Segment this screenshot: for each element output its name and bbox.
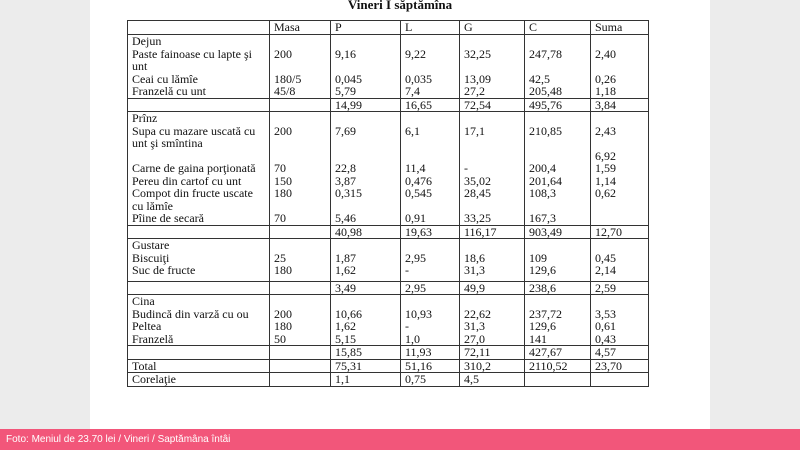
cell-masa: 180	[270, 320, 331, 333]
cell-p: 7,69	[331, 125, 401, 150]
section-title: Gustare	[128, 239, 270, 252]
empty-cell	[525, 239, 591, 252]
correlation-row	[128, 373, 649, 387]
total-p: 75,31	[331, 359, 401, 373]
subtotal-g: 49,9	[460, 281, 525, 295]
empty-cell	[331, 295, 401, 308]
cell-g: 18,6	[460, 252, 525, 265]
empty-cell	[401, 295, 460, 308]
empty-cell	[270, 112, 331, 125]
item-name: Franzelă	[128, 333, 270, 346]
header-masa: Masa	[270, 21, 331, 35]
empty-cell	[525, 35, 591, 48]
cell-c: 201,64	[525, 175, 591, 188]
cell-suma: 0,62	[591, 187, 649, 212]
subtotal-g: 72,54	[460, 98, 525, 112]
cell-p: 5,46	[331, 212, 401, 225]
total-c: 2110,52	[525, 359, 591, 373]
empty-cell	[270, 239, 331, 252]
subtotal-suma: 3,84	[591, 98, 649, 112]
subtotal-label	[128, 281, 270, 295]
menu-table	[127, 20, 649, 387]
section-title: Cina	[128, 295, 270, 308]
subtotal-c: 903,49	[525, 225, 591, 239]
section-title: Dejun	[128, 35, 270, 48]
section-title: Prînz	[128, 112, 270, 125]
cell-l: 0,545	[401, 187, 460, 212]
empty-cell	[525, 295, 591, 308]
table-row	[128, 187, 649, 212]
item-name: Ceai cu lămîe	[128, 73, 270, 86]
subtotal-label	[128, 225, 270, 239]
empty-cell	[270, 98, 331, 112]
table-row	[128, 162, 649, 175]
header-p: P	[331, 21, 401, 35]
total-label: Total	[128, 359, 270, 373]
cell-g: 31,3	[460, 320, 525, 333]
empty-cell	[270, 359, 331, 373]
cell-l: 1,0	[401, 333, 460, 346]
cell-masa: 70	[270, 162, 331, 175]
table-row	[128, 125, 649, 150]
subtotal-g: 116,17	[460, 225, 525, 239]
cell-g: 31,3	[460, 264, 525, 277]
cell-suma: 2,43	[591, 125, 649, 150]
cell-l: 7,4	[401, 85, 460, 98]
cell-c: 129,6	[525, 264, 591, 277]
item-name: Compot din fructe uscate cu lămîe	[128, 187, 270, 212]
cell-suma: 3,53	[591, 308, 649, 321]
empty-cell	[591, 112, 649, 125]
empty-cell	[270, 35, 331, 48]
total-g: 310,2	[460, 359, 525, 373]
cell-g: 35,02	[460, 175, 525, 188]
cell-l: -	[401, 320, 460, 333]
cell-p: 1,62	[331, 320, 401, 333]
cell-p: 1,87	[331, 252, 401, 265]
menu-body	[128, 35, 649, 387]
cell-suma	[591, 212, 649, 225]
cell-g: 27,2	[460, 85, 525, 98]
cell-l: 9,22	[401, 48, 460, 73]
cell-c: 167,3	[525, 212, 591, 225]
cell-c: 237,72	[525, 308, 591, 321]
cell-suma: 0,43	[591, 333, 649, 346]
item-name: Paste fainoase cu lapte şi unt	[128, 48, 270, 73]
header-c: C	[525, 21, 591, 35]
photo-caption: Foto: Meniul de 23.70 lei / Vineri / Saptămâna întâi	[0, 429, 800, 450]
empty-cell	[460, 295, 525, 308]
empty-cell	[591, 35, 649, 48]
cell-masa: 50	[270, 333, 331, 346]
item-name: Pîine de secară	[128, 212, 270, 225]
section-header-row	[128, 295, 649, 308]
empty-cell	[591, 239, 649, 252]
cell-masa: 45/8	[270, 85, 331, 98]
correlation-g: 4,5	[460, 373, 525, 387]
subtotal-suma: 2,59	[591, 281, 649, 295]
cell-suma: 2,14	[591, 264, 649, 277]
empty-cell	[401, 112, 460, 125]
empty-cell	[331, 112, 401, 125]
cell-l: 2,95	[401, 252, 460, 265]
cell-g: 17,1	[460, 125, 525, 150]
item-name: Carne de gaina porţionată	[128, 162, 270, 175]
subtotal-suma: 12,70	[591, 225, 649, 239]
section-header-row	[128, 112, 649, 125]
cell-masa: 180/5	[270, 73, 331, 86]
subtotal-suma: 4,57	[591, 346, 649, 360]
subtotal-c: 238,6	[525, 281, 591, 295]
cell-masa: 70	[270, 212, 331, 225]
empty-cell	[525, 112, 591, 125]
cell-c: 205,48	[525, 85, 591, 98]
item-name: Suc de fructe	[128, 264, 270, 277]
page-title: Vineri I săptămîna	[347, 0, 453, 12]
cell-suma: 1,59	[591, 162, 649, 175]
cell-c: 141	[525, 333, 591, 346]
cell-c: 108,3	[525, 187, 591, 212]
cell-c: 210,85	[525, 125, 591, 150]
cell-suma: 1,14	[591, 175, 649, 188]
cell-l: 0,476	[401, 175, 460, 188]
cell-masa: 200	[270, 125, 331, 150]
item-name: Franzelă cu unt	[128, 85, 270, 98]
cell-p: 5,79	[331, 85, 401, 98]
item-name: Peltea	[128, 320, 270, 333]
subtotal-row	[128, 346, 649, 360]
item-name: Supa cu mazare uscată cu unt şi smîntina	[128, 125, 270, 150]
empty-cell	[331, 239, 401, 252]
document-page	[90, 0, 710, 430]
cell-g: -	[460, 162, 525, 175]
item-name: Biscuiţi	[128, 252, 270, 265]
cell-l: 0,91	[401, 212, 460, 225]
empty-cell	[270, 346, 331, 360]
cell-l: 10,93	[401, 308, 460, 321]
subtotal-l: 19,63	[401, 225, 460, 239]
subtotal-p: 40,98	[331, 225, 401, 239]
table-row	[128, 212, 649, 225]
subtotal-p: 15,85	[331, 346, 401, 360]
section-header-row	[128, 239, 649, 252]
header-row	[128, 21, 649, 35]
empty-cell	[331, 35, 401, 48]
subtotal-c: 427,67	[525, 346, 591, 360]
empty-cell	[270, 373, 331, 387]
header-l: L	[401, 21, 460, 35]
cell-c: 42,5	[525, 73, 591, 86]
cell-suma: 2,40	[591, 48, 649, 73]
empty-cell	[401, 239, 460, 252]
correlation-p: 1,1	[331, 373, 401, 387]
cell-c: 129,6	[525, 320, 591, 333]
empty-cell	[460, 239, 525, 252]
table-row	[128, 48, 649, 73]
empty-cell	[270, 281, 331, 295]
empty-cell	[525, 373, 591, 387]
table-row	[128, 333, 649, 346]
cell-l: 6,1	[401, 125, 460, 150]
item-name: Pereu din cartof cu unt	[128, 175, 270, 188]
total-row	[128, 359, 649, 373]
cell-c: 200,4	[525, 162, 591, 175]
cell-suma: 0,26	[591, 73, 649, 86]
cell-suma: 6,92	[591, 150, 649, 163]
table-row	[128, 308, 649, 321]
cell-l: 0,035	[401, 73, 460, 86]
subtotal-g: 72,11	[460, 346, 525, 360]
header-item	[128, 21, 270, 35]
cell-masa: 180	[270, 264, 331, 277]
cell-p: 10,66	[331, 308, 401, 321]
table-row	[128, 85, 649, 98]
cell-suma: 0,45	[591, 252, 649, 265]
cell-g	[460, 150, 525, 163]
subtotal-c: 495,76	[525, 98, 591, 112]
correlation-label: Corelaţie	[128, 373, 270, 387]
header-suma: Suma	[591, 21, 649, 35]
empty-cell	[270, 295, 331, 308]
cell-g: 32,25	[460, 48, 525, 73]
cell-p: 3,87	[331, 175, 401, 188]
table-row	[128, 320, 649, 333]
empty-cell	[591, 295, 649, 308]
subtotal-row	[128, 98, 649, 112]
empty-cell	[591, 373, 649, 387]
correlation-l: 0,75	[401, 373, 460, 387]
cell-l: 11,4	[401, 162, 460, 175]
empty-cell	[460, 35, 525, 48]
subtotal-p: 14,99	[331, 98, 401, 112]
cell-g: 27,0	[460, 333, 525, 346]
cell-g: 13,09	[460, 73, 525, 86]
table-row	[128, 264, 649, 277]
cell-masa: 25	[270, 252, 331, 265]
total-suma: 23,70	[591, 359, 649, 373]
cell-c: 109	[525, 252, 591, 265]
cell-l: -	[401, 264, 460, 277]
subtotal-row	[128, 281, 649, 295]
table-row	[128, 252, 649, 265]
header-g: G	[460, 21, 525, 35]
subtotal-l: 16,65	[401, 98, 460, 112]
subtotal-l: 11,93	[401, 346, 460, 360]
cell-p: 9,16	[331, 48, 401, 73]
cell-p: 5,15	[331, 333, 401, 346]
subtotal-row	[128, 225, 649, 239]
empty-cell	[460, 112, 525, 125]
cell-g: 33,25	[460, 212, 525, 225]
cell-g: 28,45	[460, 187, 525, 212]
total-l: 51,16	[401, 359, 460, 373]
cell-suma: 0,61	[591, 320, 649, 333]
cell-g: 22,62	[460, 308, 525, 321]
subtotal-label	[128, 98, 270, 112]
cell-masa: 180	[270, 187, 331, 212]
cell-masa: 200	[270, 308, 331, 321]
subtotal-l: 2,95	[401, 281, 460, 295]
cell-masa: 200	[270, 48, 331, 73]
item-name: Budincă din varză cu ou	[128, 308, 270, 321]
cell-p: 0,045	[331, 73, 401, 86]
empty-cell	[270, 225, 331, 239]
cell-c: 247,78	[525, 48, 591, 73]
cell-p: 22,8	[331, 162, 401, 175]
cell-masa: 150	[270, 175, 331, 188]
cell-suma: 1,18	[591, 85, 649, 98]
subtotal-p: 3,49	[331, 281, 401, 295]
cell-p: 0,315	[331, 187, 401, 212]
empty-cell	[401, 35, 460, 48]
cell-p: 1,62	[331, 264, 401, 277]
section-header-row	[128, 35, 649, 48]
subtotal-label	[128, 346, 270, 360]
